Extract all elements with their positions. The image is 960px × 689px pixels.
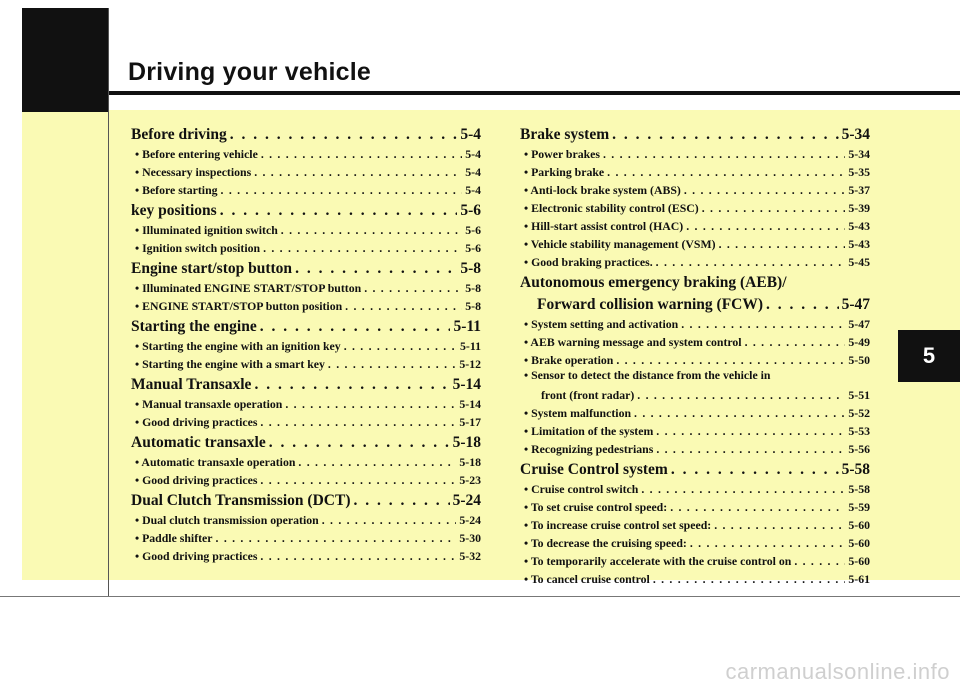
toc-section-page: 5-58 <box>841 461 870 478</box>
toc-subsection[interactable] <box>131 412 481 430</box>
toc-subsection-label: • Paddle shifter <box>135 531 213 545</box>
leader-dots <box>686 219 845 234</box>
leader-dots <box>616 353 845 368</box>
toc-subsection-page: 5-58 <box>848 482 870 496</box>
toc-subsection-page: 5-43 <box>848 219 870 233</box>
toc-section-page: 5-6 <box>460 202 481 219</box>
toc-section-label: Automatic transaxle <box>131 434 266 451</box>
toc-section-label: Before driving <box>131 126 227 143</box>
toc-subsection-label: • Brake operation <box>524 353 614 367</box>
leader-dots <box>603 147 845 162</box>
toc-subsection-page: 5-45 <box>848 255 870 269</box>
leader-dots <box>719 237 846 252</box>
leader-dots <box>263 241 462 256</box>
toc-subsection-label: • Necessary inspections <box>135 165 252 179</box>
leader-dots <box>328 357 456 372</box>
toc-subsection-page: 5-4 <box>465 183 481 197</box>
toc-subsection[interactable] <box>131 336 481 354</box>
toc-subsection-label: • To set cruise control speed: <box>524 500 668 514</box>
leader-dots <box>260 473 456 488</box>
leader-dots <box>260 318 451 336</box>
toc-subsection-cont-label: front (front radar) <box>541 388 635 402</box>
toc-subsection-page: 5-47 <box>848 317 870 331</box>
toc-subsection[interactable] <box>131 180 481 198</box>
toc-subsection-page: 5-61 <box>848 572 870 586</box>
toc-subsection[interactable] <box>520 479 870 497</box>
toc-section[interactable] <box>131 257 481 278</box>
leader-dots <box>254 165 462 180</box>
toc-section-label: Brake system <box>520 126 610 143</box>
toc-subsection[interactable] <box>520 314 870 332</box>
toc-subsection-page: 5-24 <box>459 513 481 527</box>
toc-subsection-label: • Illuminated ignition switch <box>135 223 278 237</box>
leader-dots <box>612 126 838 144</box>
toc-subsection-label: • Before starting <box>135 183 218 197</box>
toc-subsection[interactable]: • Sensor to detect the distance from the vehicle in <box>524 368 771 382</box>
toc-subsection[interactable] <box>520 403 870 421</box>
toc-subsection[interactable] <box>520 533 870 551</box>
leader-dots <box>670 500 845 515</box>
toc-section[interactable] <box>520 458 870 479</box>
leader-dots <box>766 296 839 314</box>
toc-subsection-page: 5-4 <box>465 147 481 161</box>
leader-dots <box>295 260 457 278</box>
toc-subsection-label: • Good driving practices <box>135 473 258 487</box>
leader-dots <box>281 223 462 238</box>
watermark-url: carmanualsonline.info <box>725 659 950 684</box>
toc-subsection-page: 5-37 <box>848 183 870 197</box>
toc-subsection-page: 5-6 <box>465 223 481 237</box>
toc-subsection-label: • ENGINE START/STOP button position <box>135 299 343 313</box>
leader-dots <box>702 201 846 216</box>
toc-subsection-page: 5-59 <box>848 500 870 514</box>
toc-section[interactable] <box>131 199 481 220</box>
toc-subsection-page: 5-60 <box>848 554 870 568</box>
toc-subsection-page: 5-56 <box>848 442 870 456</box>
toc-subsection-label: • Hill-start assist control (HAC) <box>524 219 684 233</box>
toc-section-page: 5-14 <box>452 376 481 393</box>
leader-dots <box>269 434 450 452</box>
leader-dots <box>607 165 845 180</box>
toc-section-page: 5-18 <box>452 434 481 451</box>
toc-subsection-page: 5-50 <box>848 353 870 367</box>
toc-subsection-label: • Good driving practices <box>135 549 258 563</box>
toc-subsection[interactable] <box>131 220 481 238</box>
toc-section-cont[interactable] <box>520 292 870 314</box>
toc-subsection[interactable] <box>520 569 870 587</box>
toc-subsection-page: 5-49 <box>848 335 870 349</box>
toc-subsection[interactable] <box>520 252 870 270</box>
toc-subsection-page: 5-12 <box>459 357 481 371</box>
leader-dots <box>690 536 846 551</box>
toc-subsection-page: 5-32 <box>459 549 481 563</box>
toc-subsection-label: • Power brakes <box>524 147 600 161</box>
toc-section[interactable] <box>520 123 870 144</box>
leader-dots <box>671 461 839 479</box>
toc-subsection[interactable] <box>520 180 870 198</box>
toc-subsection[interactable] <box>520 439 870 457</box>
toc-right-column <box>520 122 870 587</box>
leader-dots <box>285 397 456 412</box>
toc-subsection-page: 5-43 <box>848 237 870 251</box>
toc-section-page: 5-11 <box>453 318 481 335</box>
toc-subsection-label: • System malfunction <box>524 406 632 420</box>
toc-subsection[interactable] <box>520 515 870 533</box>
toc-subsection-cont[interactable] <box>520 385 870 403</box>
page-title: Driving your vehicle <box>128 58 371 86</box>
toc-subsection[interactable] <box>131 528 481 546</box>
toc-section[interactable] <box>131 373 481 394</box>
toc-section[interactable] <box>131 489 481 510</box>
toc-subsection-cont-page: 5-51 <box>848 388 870 402</box>
toc-left-column <box>131 122 481 564</box>
toc-section-page: 5-24 <box>452 492 481 509</box>
toc-subsection-label: • Recognizing pedestrians <box>524 442 654 456</box>
toc-subsection-page: 5-52 <box>848 406 870 420</box>
toc-subsection-page: 5-23 <box>459 473 481 487</box>
leader-dots <box>254 376 449 394</box>
toc-subsection-page: 5-60 <box>848 518 870 532</box>
toc-section-label: Autonomous emergency braking (AEB)/ <box>520 274 787 291</box>
toc-subsection[interactable] <box>520 198 870 216</box>
toc-subsection[interactable] <box>131 144 481 162</box>
leader-dots <box>353 492 449 510</box>
chapter-tab[interactable]: 5 <box>898 330 960 382</box>
toc-subsection[interactable] <box>520 497 870 515</box>
toc-subsection-page: 5-8 <box>465 299 481 313</box>
section-header-block <box>22 8 109 112</box>
toc-subsection-page: 5-53 <box>848 424 870 438</box>
toc-subsection-label: • Automatic transaxle operation <box>135 455 296 469</box>
toc-subsection[interactable] <box>131 510 481 528</box>
toc-subsection-label: • Manual transaxle operation <box>135 397 283 411</box>
leader-dots <box>298 455 456 470</box>
toc-section-label: Starting the engine <box>131 318 257 335</box>
toc-subsection-label: • To increase cruise control set speed: <box>524 518 712 532</box>
toc-section-label: Dual Clutch Transmission (DCT) <box>131 492 351 509</box>
toc-subsection-page: 5-39 <box>848 201 870 215</box>
toc-subsection-label: • Illuminated ENGINE START/STOP button <box>135 281 362 295</box>
toc-subsection-label: • Cruise control switch <box>524 482 639 496</box>
toc-subsection-page: 5-6 <box>465 241 481 255</box>
toc-subsection-page: 5-8 <box>465 281 481 295</box>
toc-subsection-label: • Starting the engine with an ignition key <box>135 339 341 353</box>
leader-dots <box>637 388 845 403</box>
toc-subsection-page: 5-11 <box>460 339 481 353</box>
toc-subsection-label: • To cancel cruise control <box>524 572 650 586</box>
leader-dots <box>653 572 846 587</box>
toc-subsection-label: • Dual clutch transmission operation <box>135 513 319 527</box>
toc-subsection[interactable] <box>520 216 870 234</box>
toc-subsection-label: • Limitation of the system <box>524 424 654 438</box>
toc-subsection-page: 5-34 <box>848 147 870 161</box>
toc-subsection-page: 5-17 <box>459 415 481 429</box>
margin-divider <box>108 8 109 596</box>
toc-section-page: 5-34 <box>841 126 870 143</box>
toc-section[interactable] <box>131 315 481 336</box>
toc-section[interactable] <box>131 431 481 452</box>
leader-dots <box>220 202 458 220</box>
toc-section-cont-page: 5-47 <box>841 296 870 313</box>
toc-subsection[interactable] <box>520 234 870 252</box>
toc-subsection-label: • Good driving practices <box>135 415 258 429</box>
leader-dots <box>714 518 845 533</box>
toc-subsection[interactable] <box>520 162 870 180</box>
leader-dots <box>684 183 846 198</box>
toc-section-label: key positions <box>131 202 217 219</box>
toc-subsection-page: 5-14 <box>459 397 481 411</box>
toc-subsection[interactable] <box>520 332 870 350</box>
toc-subsection-label: • Good braking practices. <box>524 255 653 269</box>
toc-subsection[interactable] <box>131 296 481 314</box>
toc-subsection-label: • Before entering vehicle <box>135 147 258 161</box>
leader-dots <box>260 415 456 430</box>
toc-subsection-page: 5-35 <box>848 165 870 179</box>
leader-dots <box>656 255 846 270</box>
leader-dots <box>656 442 845 457</box>
toc-section-cont-label: Forward collision warning (FCW) <box>537 296 764 313</box>
toc-subsection[interactable] <box>131 470 481 488</box>
toc-subsection-label: • Ignition switch position <box>135 241 261 255</box>
leader-dots <box>745 335 846 350</box>
toc-subsection-label: • Anti-lock brake system (ABS) <box>524 183 681 197</box>
toc-subsection[interactable] <box>520 421 870 439</box>
toc-section-page: 5-4 <box>460 126 481 143</box>
toc-subsection[interactable] <box>131 238 481 256</box>
title-underline <box>109 91 960 95</box>
toc-subsection[interactable] <box>131 354 481 372</box>
leader-dots <box>794 554 845 569</box>
toc-subsection-label: • AEB warning message and system control <box>524 335 742 349</box>
leader-dots <box>634 406 845 421</box>
leader-dots <box>641 482 845 497</box>
footer-divider <box>0 596 960 597</box>
toc-subsection-label: • To temporarily accelerate with the cruise control on <box>524 554 792 568</box>
leader-dots <box>364 281 462 296</box>
toc-subsection[interactable] <box>131 546 481 564</box>
toc-subsection-label: • Parking brake <box>524 165 605 179</box>
leader-dots <box>260 549 456 564</box>
toc-subsection-page: 5-18 <box>459 455 481 469</box>
toc-subsection[interactable] <box>520 350 870 368</box>
leader-dots <box>656 424 845 439</box>
toc-subsection-page: 5-30 <box>459 531 481 545</box>
toc-subsection[interactable] <box>131 162 481 180</box>
toc-section-label: Engine start/stop button <box>131 260 293 277</box>
leader-dots <box>322 513 457 528</box>
toc-subsection-label: • Electronic stability control (ESC) <box>524 201 699 215</box>
toc-subsection-label: • Vehicle stability management (VSM) <box>524 237 716 251</box>
toc-section-page: 5-8 <box>460 260 481 277</box>
toc-section-label: Manual Transaxle <box>131 376 252 393</box>
leader-dots <box>221 183 463 198</box>
toc-subsection[interactable] <box>131 394 481 412</box>
leader-dots <box>681 317 845 332</box>
leader-dots <box>261 147 462 162</box>
toc-section[interactable] <box>520 271 870 292</box>
toc-subsection-page: 5-4 <box>465 165 481 179</box>
leader-dots <box>230 126 458 144</box>
toc-subsection-label: • Starting the engine with a smart key <box>135 357 325 371</box>
toc-subsection[interactable] <box>520 551 870 569</box>
toc-subsection[interactable] <box>131 452 481 470</box>
toc-subsection[interactable] <box>520 144 870 162</box>
leader-dots <box>216 531 457 546</box>
toc-section[interactable] <box>131 123 481 144</box>
leader-dots <box>344 339 457 354</box>
toc-subsection[interactable] <box>131 278 481 296</box>
toc-subsection-label: • To decrease the cruising speed: <box>524 536 687 550</box>
toc-subsection-page: 5-60 <box>848 536 870 550</box>
leader-dots <box>345 299 462 314</box>
toc-subsection-label: • System setting and activation <box>524 317 679 331</box>
toc-section-label: Cruise Control system <box>520 461 668 478</box>
